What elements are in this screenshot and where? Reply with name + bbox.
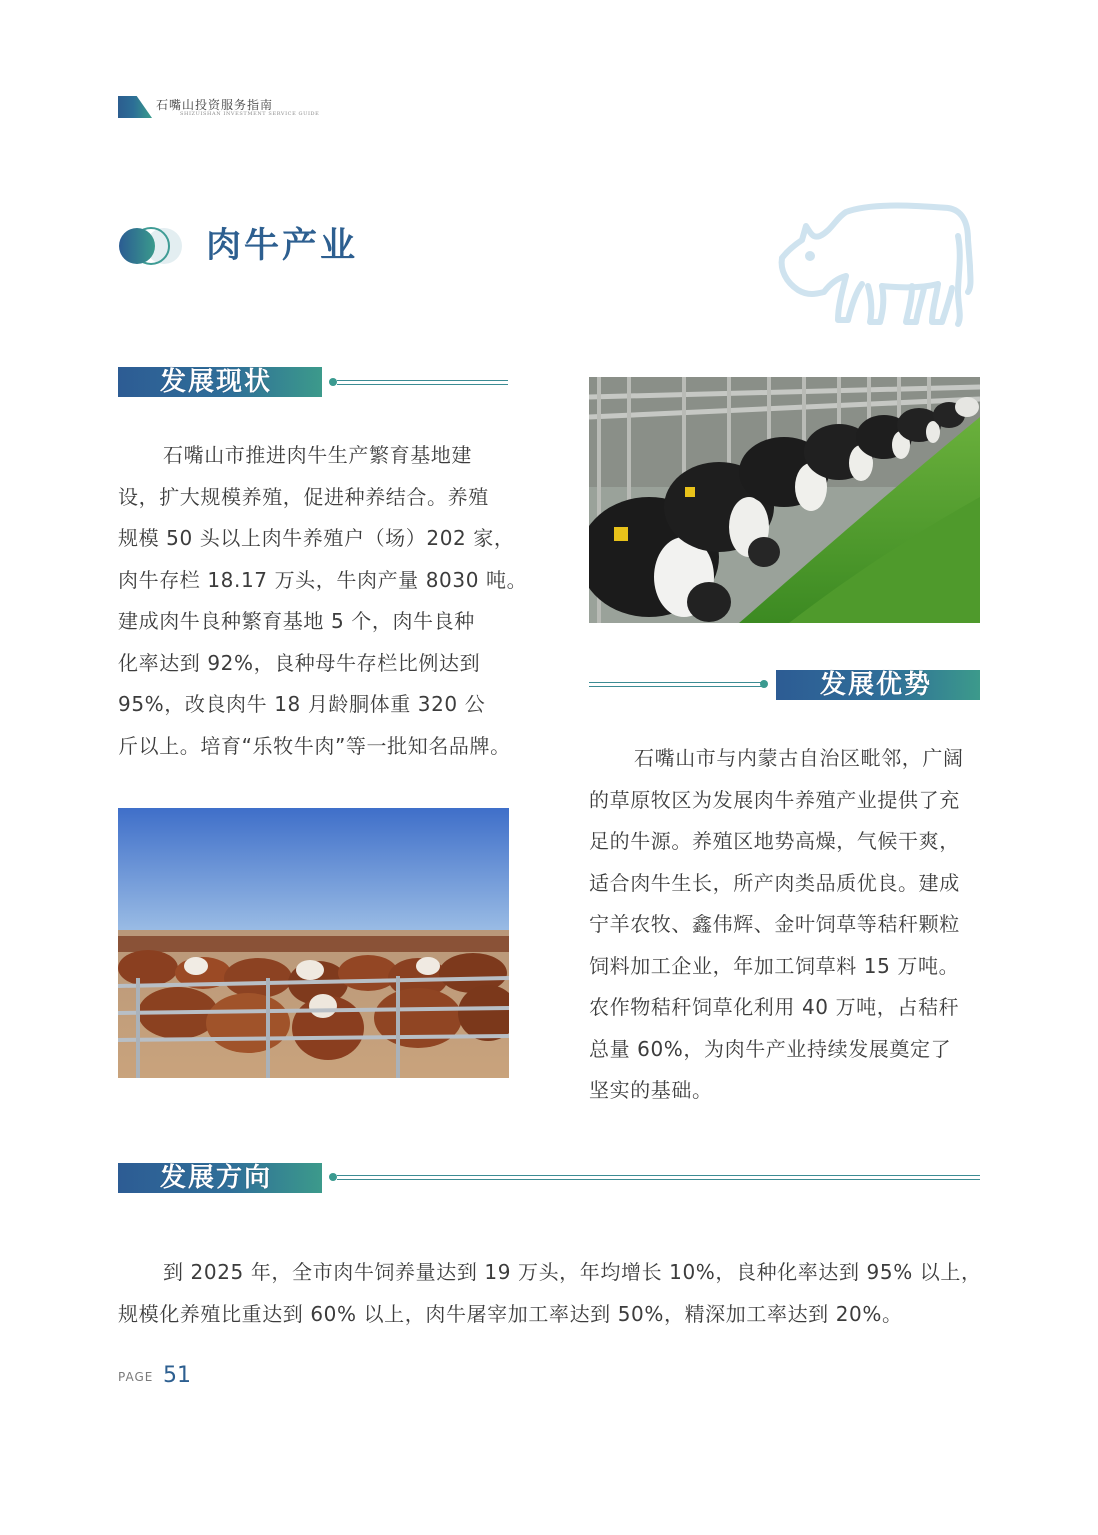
cow-outline-icon	[772, 196, 978, 328]
text-line: 适合肉牛生长，所产肉类品质优良。建成	[589, 870, 960, 895]
section-heading-direction-label: 发展方向	[160, 1163, 273, 1193]
advantage-paragraph	[589, 738, 980, 1112]
text-line: 肉牛存栏 18.17 万头，牛肉产量 8030 吨。	[118, 567, 528, 592]
text-line: 设，扩大规模养殖，促进种养结合。养殖	[118, 484, 489, 509]
text-line: 95%，改良肉牛 18 月龄胴体重 320 公	[118, 692, 486, 716]
text-line: 饲料加工企业，年加工饲草料 15 万吨。	[589, 953, 960, 978]
section-heading-advantage-label: 发展优势	[820, 670, 933, 700]
section-rule	[337, 380, 508, 385]
section-rule	[589, 682, 764, 687]
page-number: 51	[163, 1363, 191, 1388]
text-line: 化率达到 92%，良种母牛存栏比例达到	[118, 650, 481, 675]
direction-paragraph	[118, 1252, 980, 1335]
text-line: 农作物秸秆饲草化利用 40 万吨，占秸秆	[589, 995, 960, 1019]
text-line: 到 2025 年，全市肉牛饲养量达到 19 万头，年均增长 10%，良种化率达到 95% 以上，	[163, 1260, 982, 1284]
rule-dot	[760, 680, 768, 688]
header-subtitle: SHIZUISHAN INVESTMENT SERVICE GUIDE	[180, 111, 320, 117]
header-logo-mark	[118, 96, 152, 118]
overlapping-circles-icon	[118, 226, 184, 266]
rule-dot	[329, 1173, 337, 1181]
text-line: 宁羊农牧、鑫伟辉、金叶饲草等秸秆颗粒	[589, 912, 960, 936]
text-line: 石嘴山市与内蒙古自治区毗邻，广阔	[634, 746, 964, 770]
text-line: 规模化养殖比重达到 60% 以上，肉牛屠宰加工率达到 50%，精深加工率达到 20%。	[118, 1301, 903, 1326]
page-title: 肉牛产业	[206, 226, 359, 266]
photo-cattle-pen	[118, 808, 509, 1078]
section-heading-status-label: 发展现状	[160, 367, 273, 397]
photo-cows-feeding	[589, 377, 980, 623]
text-line: 的草原牧区为发展肉牛养殖产业提供了充	[589, 787, 960, 812]
header-title: 石嘴山投资服务指南	[156, 98, 274, 112]
rule-dot	[329, 378, 337, 386]
text-line: 足的牛源。养殖区地势高燥，气候干爽，	[589, 829, 960, 853]
text-line: 建成肉牛良种繁育基地 5 个，肉牛良种	[118, 609, 475, 633]
text-line: 石嘴山市推进肉牛生产繁育基地建	[163, 443, 472, 467]
text-line: 总量 60%，为肉牛产业持续发展奠定了	[589, 1036, 952, 1061]
section-rule	[337, 1175, 980, 1180]
status-paragraph	[118, 435, 528, 767]
text-line: 坚实的基础。	[589, 1078, 713, 1102]
page-label: PAGE	[118, 1370, 154, 1384]
text-line: 规模 50 头以上肉牛养殖户（场）202 家，	[118, 526, 515, 550]
text-line: 斤以上。培育“乐牧牛肉”等一批知名品牌。	[118, 733, 511, 758]
